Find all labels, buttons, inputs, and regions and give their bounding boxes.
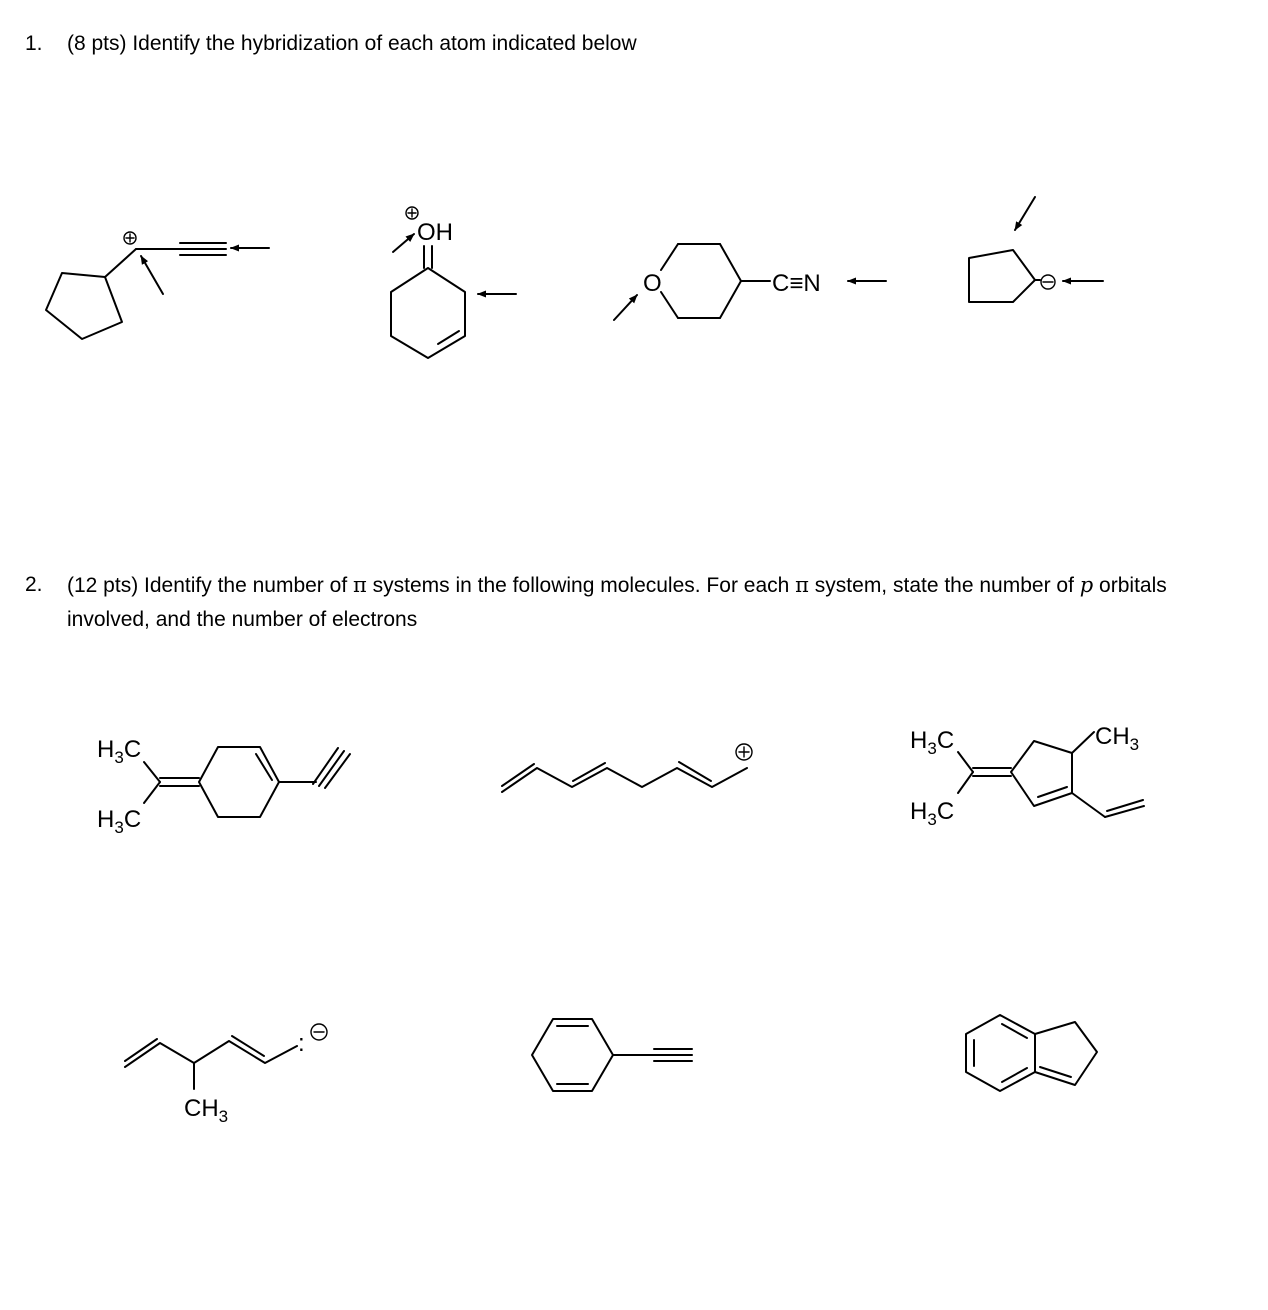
- methyl-label: H3C: [97, 806, 142, 837]
- methyl-label: H3C: [97, 736, 142, 767]
- minus-circle-icon: [1041, 275, 1055, 289]
- oxygen-label: O: [643, 270, 662, 297]
- hydroxyl-label: OH: [417, 219, 453, 246]
- question-2-number: 2.: [25, 573, 43, 596]
- molecule-2c-isopropylidene-cyclopentene-vinyl: [910, 723, 1144, 829]
- molecule-2f-indene: [966, 1015, 1097, 1091]
- molecule-2b-trienyl-cation: [502, 744, 752, 792]
- molecule-1d-cyclopentylmethoxide: [969, 197, 1103, 302]
- molecule-2e-cyclohexadiene-alkyne: [532, 1019, 692, 1091]
- molecule-2a-isopropylidene-cyclohexene-alkyne: [97, 736, 350, 837]
- arrow-icon: [1015, 197, 1035, 230]
- minus-circle-icon: [311, 1024, 327, 1040]
- methyl-label: CH3: [184, 1095, 229, 1126]
- methyl-label: CH3: [1095, 723, 1140, 754]
- p-orbital-symbol: p: [1079, 573, 1094, 597]
- plus-circle-icon: [406, 207, 418, 219]
- arrow-icon: [141, 256, 163, 294]
- question-1-text: (8 pts) Identify the hybridization of each atom indicated below: [67, 32, 637, 55]
- methyl-label: H3C: [910, 727, 955, 758]
- pi-symbol: π: [352, 573, 367, 597]
- molecule-2d-dienyl-anion: [125, 1024, 327, 1126]
- question-1-number: 1.: [25, 32, 43, 55]
- arrow-icon: [614, 295, 637, 320]
- q2-text-a: (12 pts) Identify the number of: [67, 574, 353, 597]
- q2-text-d: orbitals involved, and the number of electrons: [67, 574, 1167, 631]
- q2-text-c: system, state the number of: [808, 574, 1080, 597]
- molecule-1c-tetrahydropyran-nitrile: [614, 244, 886, 320]
- nitrile-label: C≡N: [772, 270, 821, 297]
- arrow-icon: [393, 234, 414, 252]
- pi-symbol: π: [795, 573, 809, 597]
- plus-circle-icon: [124, 232, 136, 244]
- molecule-1a-cyclopentyl-propargyl-cation: [46, 232, 269, 339]
- q2-text-b: systems in the following molecules. For each: [366, 574, 796, 597]
- molecule-1b-protonated-cyclohexenone: [391, 207, 516, 358]
- lone-pair: :: [298, 1030, 305, 1057]
- plus-circle-icon: [736, 744, 752, 760]
- methyl-label: H3C: [910, 798, 955, 829]
